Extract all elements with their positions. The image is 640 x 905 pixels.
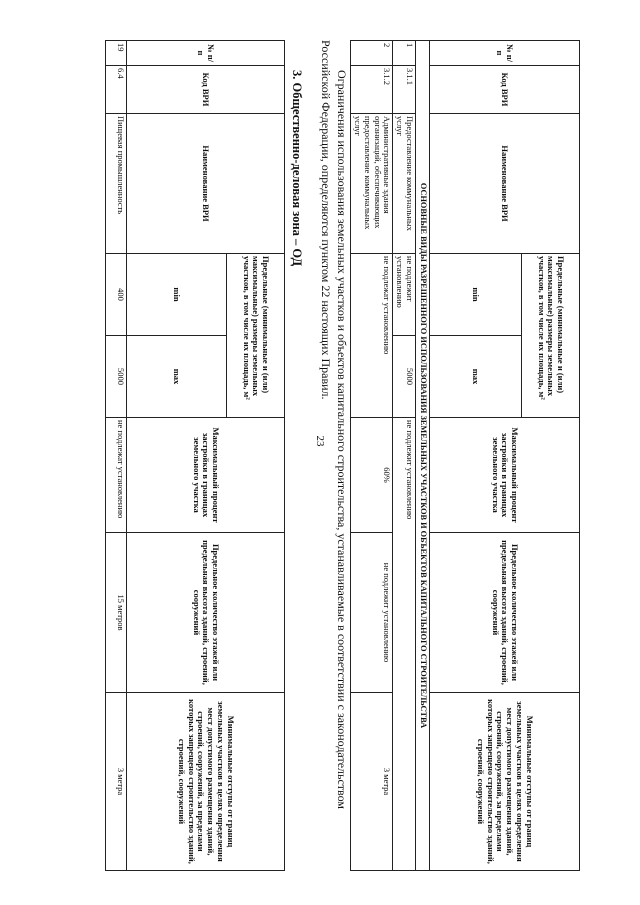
table-2 (350, 40, 580, 871)
col-header-code: Код ВРИ (127, 66, 285, 114)
col-header-name: Наименование ВРИ (127, 114, 285, 254)
section-title-row: ОСНОВНЫЕ ВИДЫ РАЗРЕШЕННОГО ИСПОЛЬЗОВАНИЯ ЗЕМЕЛЬНЫХ УЧАСТКОВ И ОБЪЕКТОВ КАПИТАЛЬНОГО СТРОИТЕЛЬСТВА (416, 41, 430, 871)
col-header-min: min (127, 254, 227, 336)
col-header-percent: Максимальный процент застройки в границах земельного участка (127, 418, 285, 533)
restriction-paragraph: Ограничения использования земельных участков и объектов капитального строительства, устанавливаемые в соответствии с законодательством Российской Федерации, определяются пунктом 22 настоящих Правил. (319, 40, 349, 810)
col-header-setback: Минимальные отступы от границ земельных участков в целях определения мест допустимого размещения зданий, строений, сооружений, за пределами которых запрещено строительство зданий, строений, сооружений (430, 693, 580, 871)
col-header-max: max (127, 336, 227, 418)
cell-min: не подлежат установлению (351, 254, 393, 418)
col-header-floors: Предельное количество этажей или предельная высота зданий, строений, сооружений (127, 533, 285, 693)
col-header-size-group: Предельные (минимальные и (или) максимальные) размеры земельных участков, в том числе их площадь, м² (522, 254, 580, 418)
col-header-size-group: Предельные (минимальные и (или) максимальные) размеры земельных участков, в том числе их площадь, м² (227, 254, 285, 418)
cell-setback: 3 метра (351, 693, 393, 871)
cell-code: 6.4 (106, 66, 127, 114)
page-number: 23 (314, 435, 326, 447)
cell-no: 19 (106, 41, 127, 66)
col-header-name: Наименование ВРИ (430, 114, 580, 254)
cell-name: Предоставление коммунальных услуг (393, 114, 416, 254)
cell-percent: не подлежат установлению (106, 418, 127, 533)
col-header-code: Код ВРИ (430, 66, 580, 114)
cell-percent: 60% (351, 418, 393, 533)
col-header-percent: Максимальный процент застройки в границах земельного участка (430, 418, 580, 533)
cell-min: не подлежит установлению (393, 254, 416, 336)
cell-setback: 3 метра (106, 693, 127, 871)
table-row (393, 41, 416, 871)
cell-percent: не подлежит установлению (393, 418, 416, 871)
cell-no: 1 (393, 41, 416, 66)
cell-name: Административные здания организаций, обеспечивающих предоставление коммунальных услуг (351, 114, 393, 254)
section-heading: 3. Общественно-деловая зона – ОД (290, 70, 304, 267)
col-header-no: № п/п (430, 41, 580, 66)
cell-floors: 15 метров (106, 533, 127, 693)
cell-max: 5000 (393, 336, 416, 418)
col-header-floors: Предельное количество этажей или предельная высота зданий, строений, сооружений (430, 533, 580, 693)
cell-min: 400 (106, 254, 127, 336)
col-header-min: min (430, 254, 522, 336)
table-row (351, 41, 393, 871)
col-header-setback: Минимальные отступы от границ земельных участков в целях определения мест допустимого размещения зданий, строений, сооружений, за пределами которых запрещено строительство зданий, строений, сооружений (127, 693, 285, 871)
col-header-max: max (430, 336, 522, 418)
table-1 (105, 40, 285, 871)
table-row (106, 41, 127, 871)
cell-code: 3.1.1 (393, 66, 416, 114)
cell-name: Пищевая промышленность (106, 114, 127, 254)
cell-code: 3.1.2 (351, 66, 393, 114)
col-header-no: № п/п (127, 41, 285, 66)
cell-no: 2 (351, 41, 393, 66)
cell-floors: не подлежит установлению (351, 533, 393, 693)
cell-max: 5000 (106, 336, 127, 418)
